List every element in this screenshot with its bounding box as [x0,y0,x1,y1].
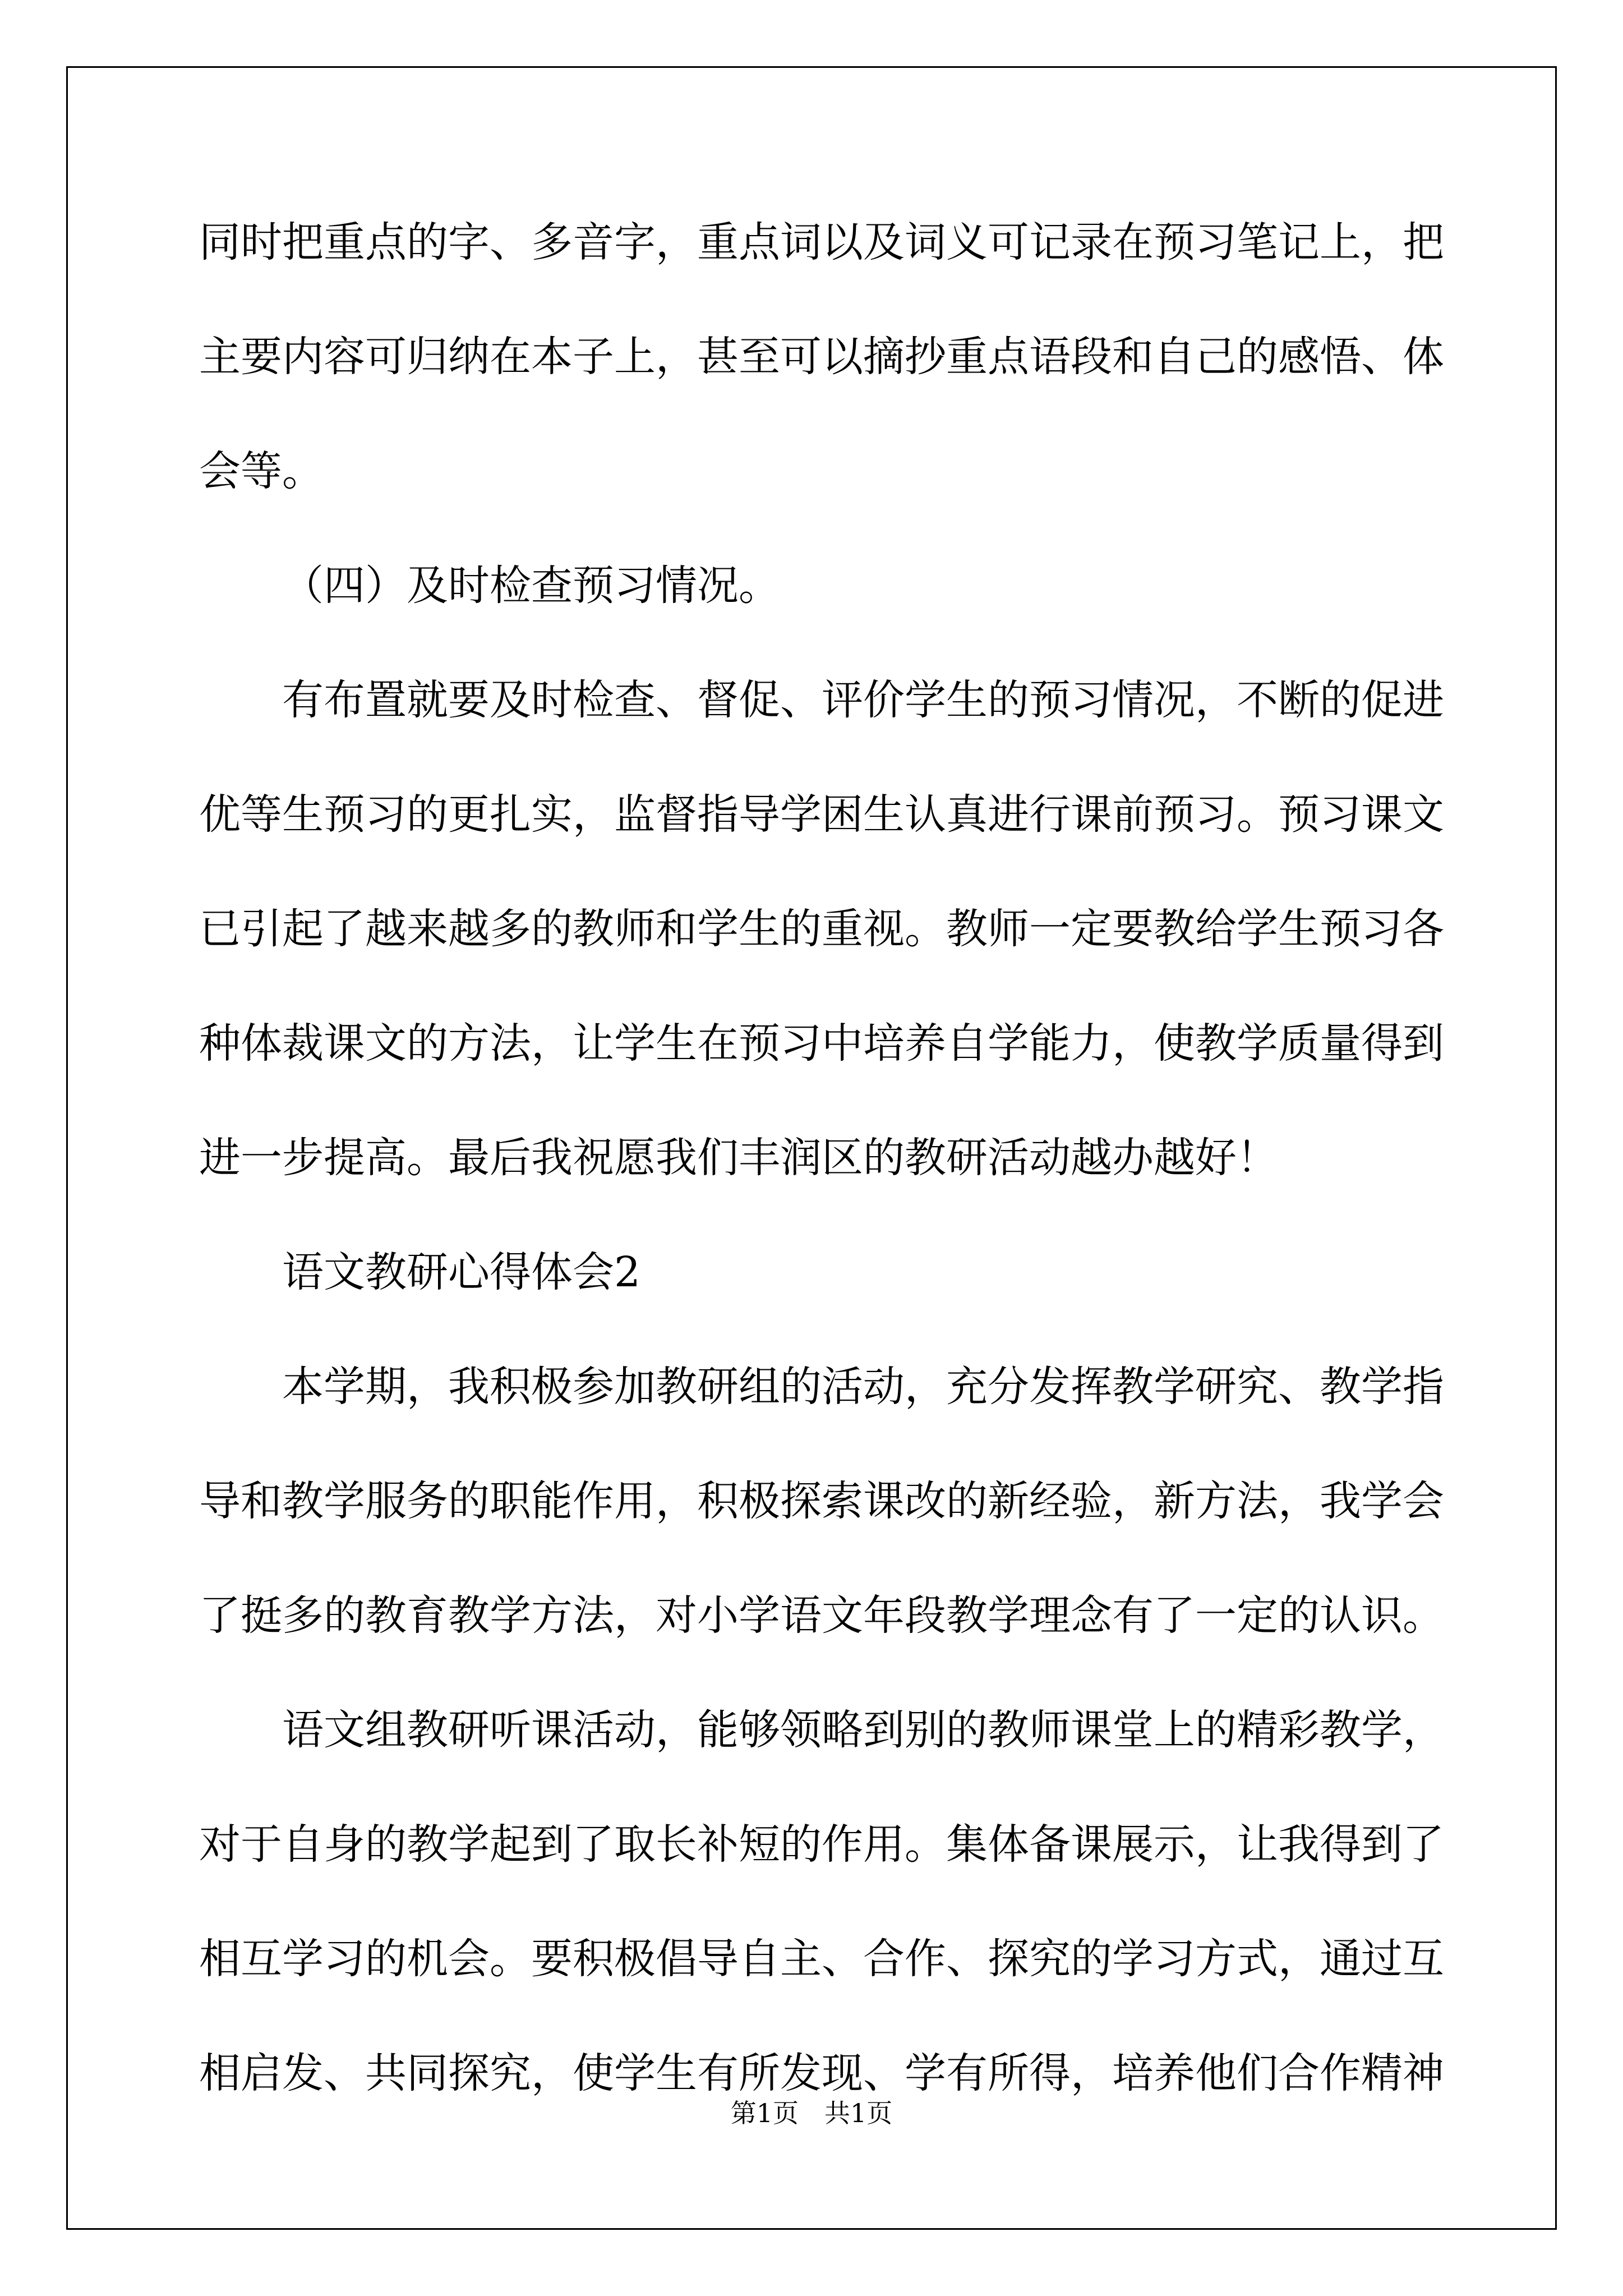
page-number-total: 共1页 [824,2098,893,2128]
text-line: 主要内容可归纳在本子上，甚至可以摘抄重点语段和自己的感悟、体 [199,333,1444,381]
text-line: 已引起了越来越多的教师和学生的重视。教师一定要教给学生预习各 [199,905,1444,953]
text-line: 相互学习的机会。要积极倡导自主、合作、探究的学习方式，通过互 [199,1935,1444,1983]
text-line: 优等生预习的更扎实，监督指导学困生认真进行课前预习。预习课文 [199,790,1444,839]
document-body [199,218,1444,2167]
text-line: 有布置就要及时检查、督促、评价学生的预习情况，不断的促进 [282,676,1444,724]
text-line: 相启发、共同探究，使学生有所发现、学有所得，培养他们合作精神 [199,2049,1444,2097]
page-number-current: 第1页 [730,2098,799,2128]
text-line: 语文组教研听课活动，能够领略到别的教师课堂上的精彩教学， [282,1706,1444,1754]
text-line: 同时把重点的字、多音字，重点词以及词义可记录在预习笔记上，把 [199,218,1444,266]
text-line: 进一步提高。最后我祝愿我们丰润区的教研活动越办越好！ [199,1134,1278,1182]
section-heading: （四）及时检查预习情况。 [282,562,780,610]
page-footer [0,2100,1623,2126]
text-line: 本学期，我积极参加教研组的活动，充分发挥教学研究、教学指 [282,1363,1444,1411]
document-title: 语文教研心得体会2 [282,1248,641,1296]
text-line: 了挺多的教育教学方法，对小学语文年段教学理念有了一定的认识。 [199,1591,1444,1640]
text-line: 导和教学服务的职能作用，积极探索课改的新经验，新方法，我学会 [199,1477,1444,1525]
text-line: 对于自身的教学起到了取长补短的作用。集体备课展示，让我得到了 [199,1820,1444,1869]
text-line: 种体裁课文的方法，让学生在预习中培养自学能力，使教学质量得到 [199,1019,1444,1068]
text-line: 会等。 [199,447,324,495]
